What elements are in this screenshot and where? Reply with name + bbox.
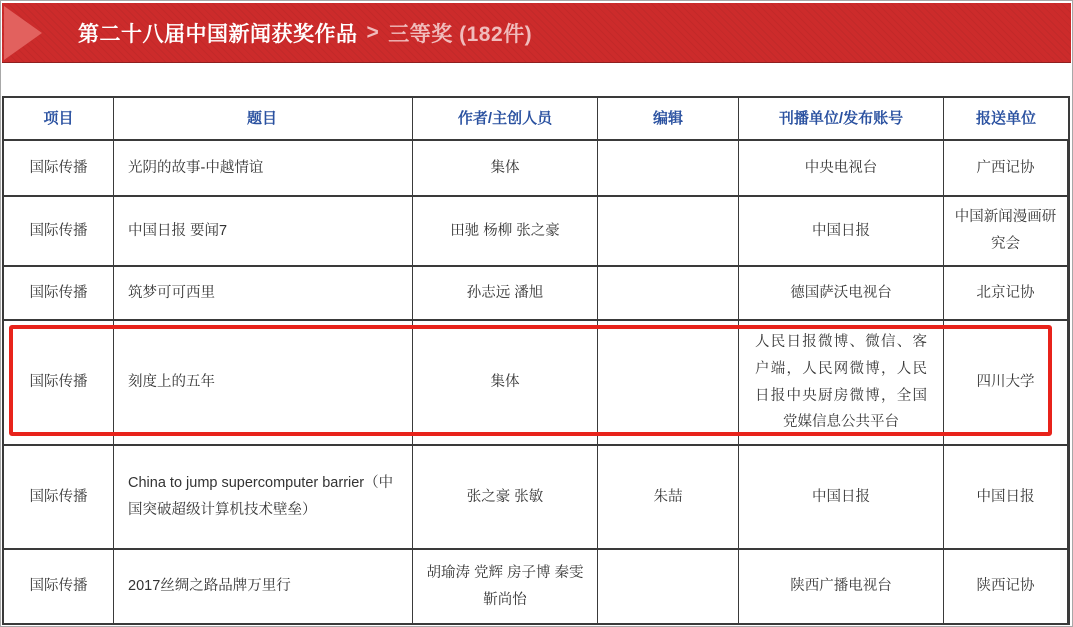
table-row xyxy=(4,550,1068,623)
cell-category: 国际传播 xyxy=(4,321,114,444)
awards-table xyxy=(2,96,1070,625)
page-header-banner xyxy=(2,3,1071,63)
banner-title: 第二十八届中国新闻获奖作品 xyxy=(78,22,358,46)
cell-editor xyxy=(598,141,739,195)
cell-editor xyxy=(598,267,739,319)
cell-title: 2017丝绸之路品牌万里行 xyxy=(114,550,413,623)
cell-title: 筑梦可可西里 xyxy=(114,267,413,319)
cell-authors: 张之豪 张敏 xyxy=(413,446,598,548)
column-header: 项目 xyxy=(4,98,114,139)
cell-submitter: 北京记协 xyxy=(944,267,1068,319)
table-row xyxy=(4,267,1068,321)
cell-editor xyxy=(598,197,739,265)
column-header: 题目 xyxy=(114,98,413,139)
cell-authors: 集体 xyxy=(413,141,598,195)
cell-authors: 田驰 杨柳 张之豪 xyxy=(413,197,598,265)
cell-publisher: 陕西广播电视台 xyxy=(739,550,944,623)
cell-submitter: 陕西记协 xyxy=(944,550,1068,623)
table-row xyxy=(4,446,1068,550)
cell-title: China to jump supercomputer barrier（中国突破超级计算机技术壁垒） xyxy=(114,446,413,548)
cell-title: 中国日报 要闻7 xyxy=(114,197,413,265)
banner-arrow-icon xyxy=(4,6,42,60)
cell-publisher: 德国萨沃电视台 xyxy=(739,267,944,319)
cell-category: 国际传播 xyxy=(4,550,114,623)
cell-publisher: 中国日报 xyxy=(739,197,944,265)
cell-title: 光阴的故事-中越情谊 xyxy=(114,141,413,195)
cell-title: 刻度上的五年 xyxy=(114,321,413,444)
page-title xyxy=(78,3,1061,62)
cell-editor: 朱喆 xyxy=(598,446,739,548)
cell-category: 国际传播 xyxy=(4,197,114,265)
cell-submitter: 广西记协 xyxy=(944,141,1068,195)
cell-category: 国际传播 xyxy=(4,446,114,548)
cell-category: 国际传播 xyxy=(4,267,114,319)
table-header-row xyxy=(4,98,1068,141)
cell-authors: 胡瑜涛 党辉 房子博 秦雯 靳尚怡 xyxy=(413,550,598,623)
column-header: 编辑 xyxy=(598,98,739,139)
cell-publisher: 中央电视台 xyxy=(739,141,944,195)
column-header: 作者/主创人员 xyxy=(413,98,598,139)
breadcrumb-separator: > xyxy=(366,20,380,44)
cell-editor xyxy=(598,550,739,623)
cell-submitter: 四川大学 xyxy=(944,321,1068,444)
cell-submitter: 中国日报 xyxy=(944,446,1068,548)
cell-submitter: 中国新闻漫画研究会 xyxy=(944,197,1068,265)
cell-authors: 集体 xyxy=(413,321,598,444)
column-header: 刊播单位/发布账号 xyxy=(739,98,944,139)
column-header: 报送单位 xyxy=(975,109,1036,127)
cell-category: 国际传播 xyxy=(4,141,114,195)
cell-authors: 孙志远 潘旭 xyxy=(413,267,598,319)
table-row xyxy=(4,321,1068,446)
banner-subtitle: 三等奖 (182件) xyxy=(388,22,533,46)
cell-editor xyxy=(598,321,739,444)
table-row xyxy=(4,197,1068,267)
table-row xyxy=(4,141,1068,197)
cell-publisher: 人民日报微博、微信、客户端，人民网微博，人民日报中央厨房微博，全国党媒信息公共平台 xyxy=(739,321,944,444)
cell-publisher: 中国日报 xyxy=(739,446,944,548)
